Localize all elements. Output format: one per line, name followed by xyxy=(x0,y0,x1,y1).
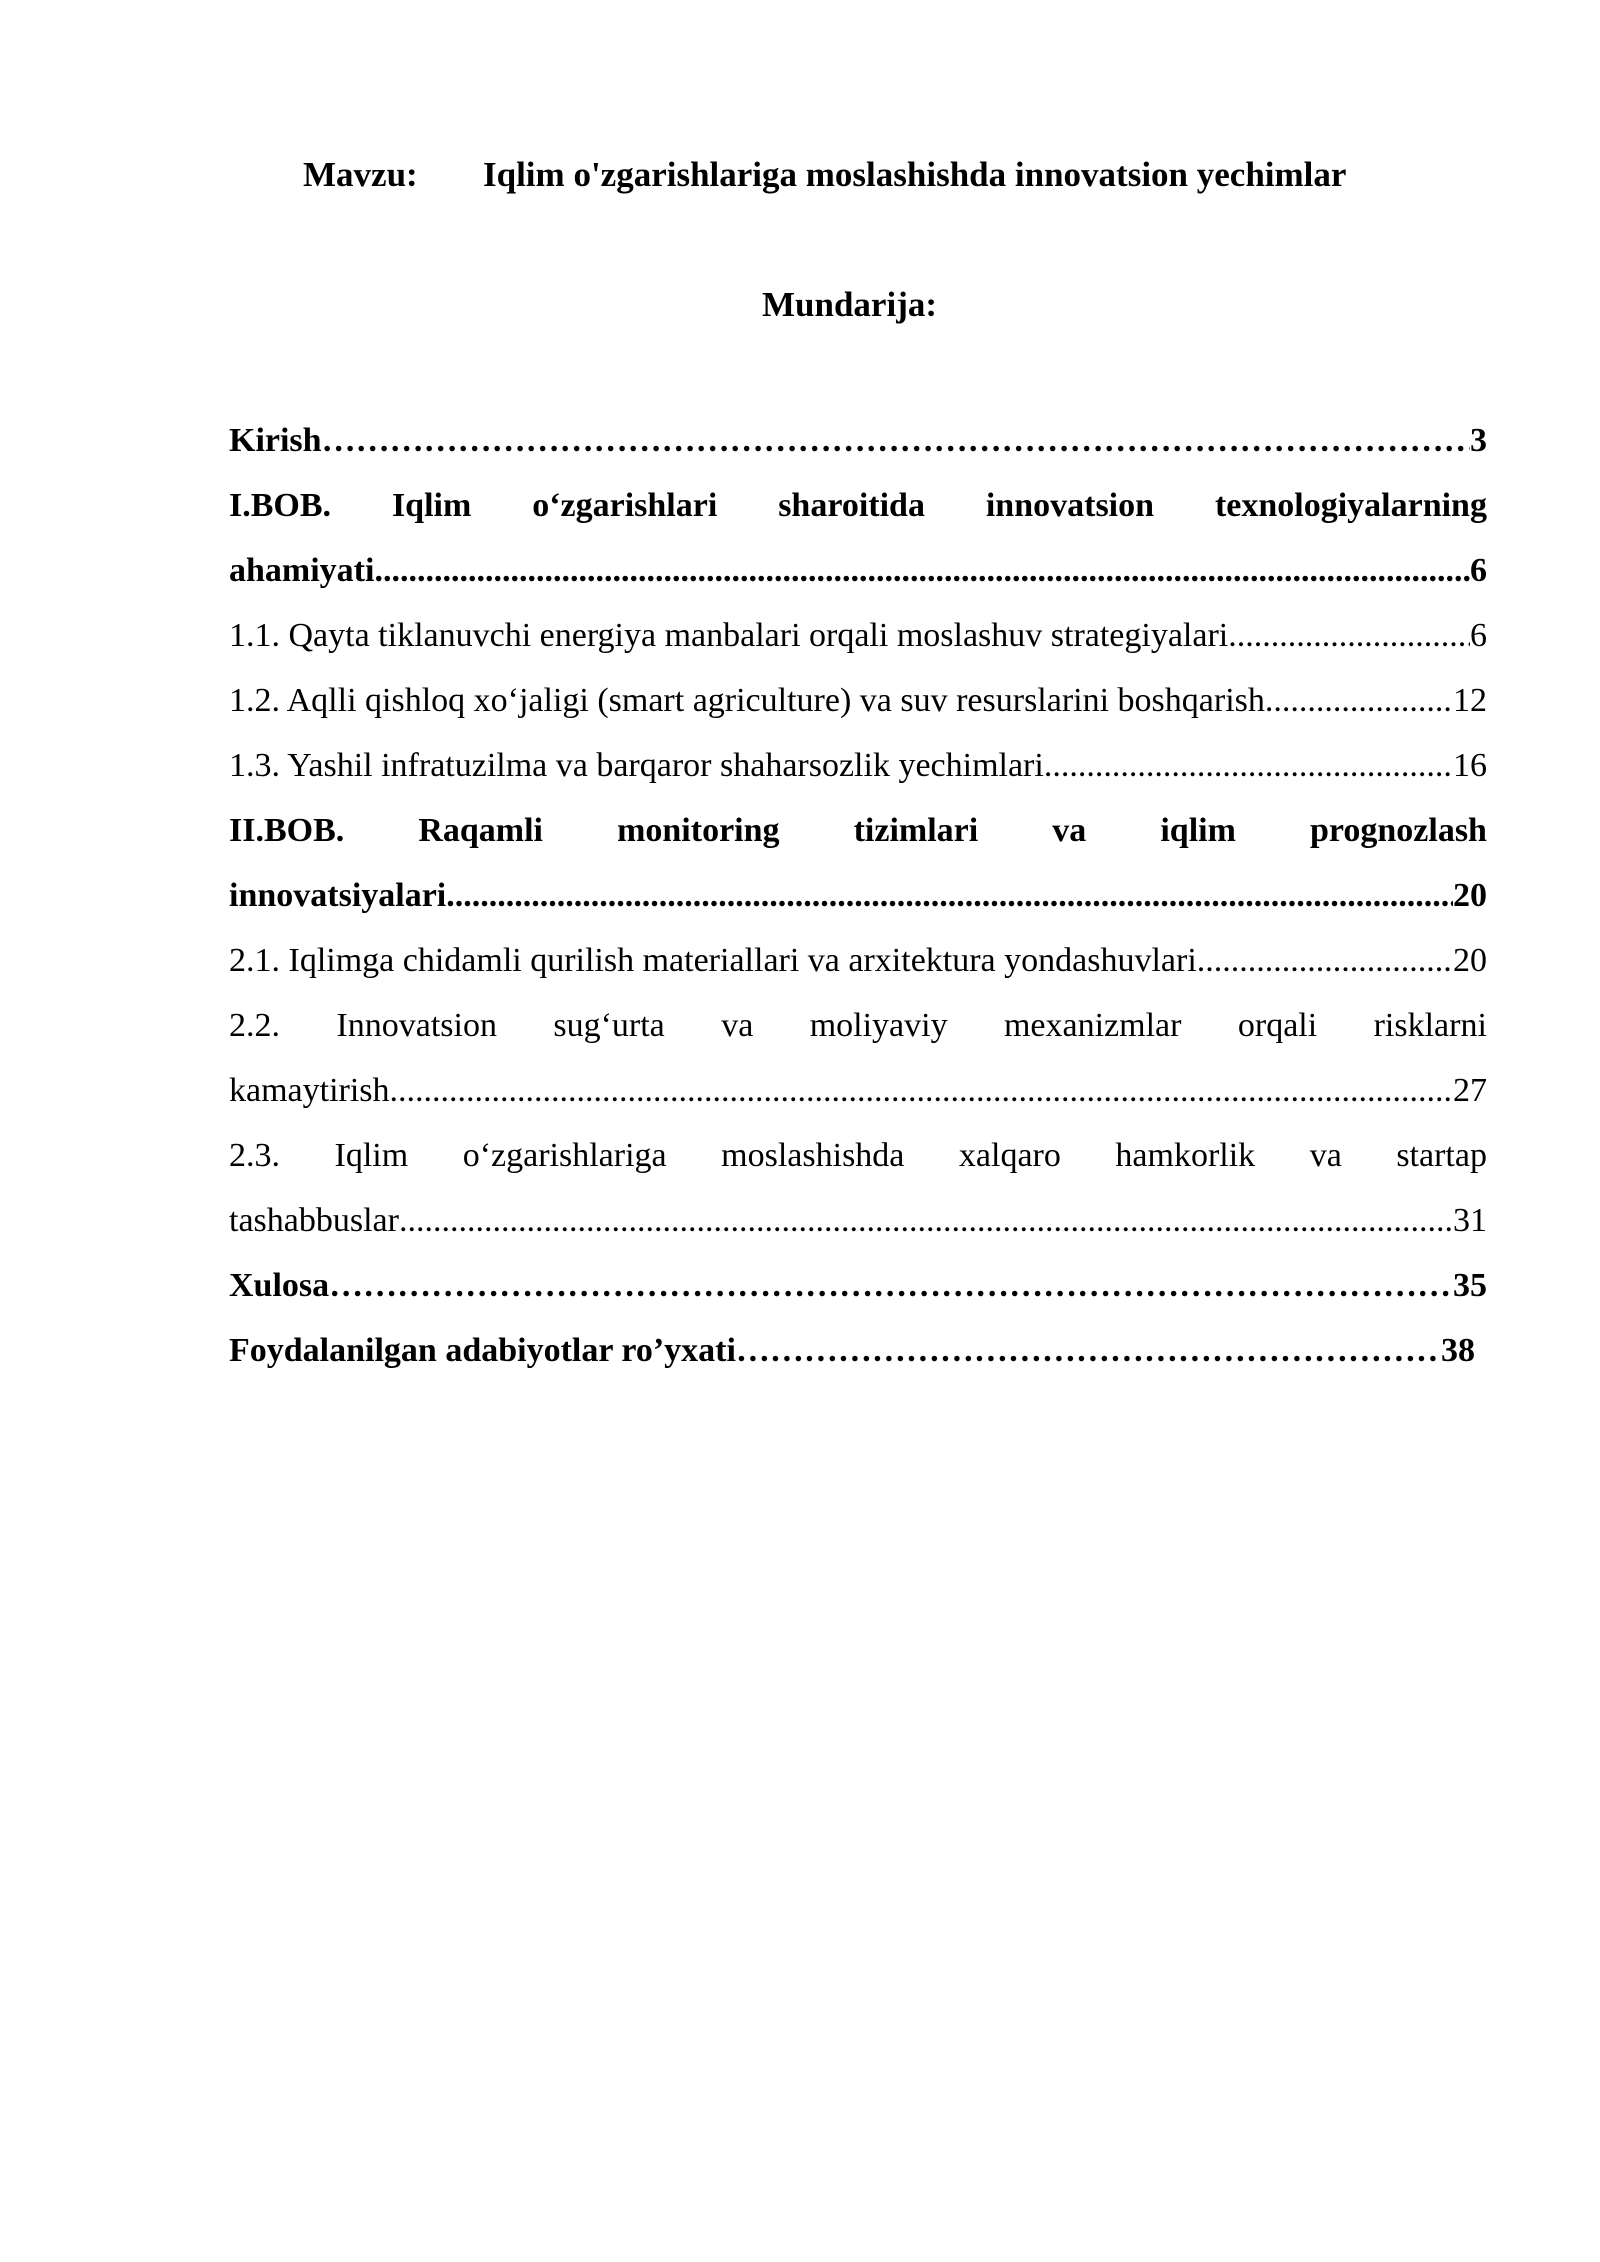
toc-entry-chapter-1-cont xyxy=(229,538,1487,603)
dot-leader xyxy=(322,408,1470,473)
heading-word: va xyxy=(721,1007,754,1044)
heading-word: sug‘urta xyxy=(553,1007,665,1044)
toc-page-number: 6 xyxy=(1470,617,1487,654)
toc-entry-chapter-1 xyxy=(229,473,1487,538)
heading-word: va xyxy=(1052,812,1087,849)
heading-word: tizimlari xyxy=(853,812,979,849)
toc-entry-text: Kirish xyxy=(229,422,322,459)
toc-entry-2-1 xyxy=(229,928,1487,993)
heading-word: mexanizmlar xyxy=(1003,1007,1182,1044)
toc-entry-2-2 xyxy=(229,993,1487,1058)
dot-leader xyxy=(399,1188,1453,1253)
chapter-number: I.BOB. xyxy=(229,487,332,524)
dot-leader xyxy=(1044,733,1453,798)
toc-page-number: 20 xyxy=(1453,877,1487,914)
toc-page-number: 3 xyxy=(1470,422,1487,459)
heading-word: Iqlim xyxy=(334,1137,409,1174)
toc-entry-text: kamaytirish xyxy=(229,1072,390,1109)
toc-entry-2-3-cont xyxy=(229,1188,1487,1253)
heading-word: texnologiyalarning xyxy=(1214,487,1487,524)
heading-word: Innovatsion xyxy=(336,1007,497,1044)
toc-page-number: 38 xyxy=(1441,1332,1475,1369)
toc-entry-2-2-cont xyxy=(229,1058,1487,1123)
toc-page-number: 35 xyxy=(1453,1267,1487,1304)
toc-page-number: 12 xyxy=(1453,682,1487,719)
heading-word: o‘zgarishlari xyxy=(532,487,718,524)
toc-entry-text: 2.1. Iqlimga chidamli qurilish materiallari va arxitektura yondashuvlari xyxy=(229,942,1197,979)
toc-entry-1-1 xyxy=(229,603,1487,668)
toc-page-number: 20 xyxy=(1453,942,1487,979)
heading-word: innovatsion xyxy=(985,487,1155,524)
chapter-number: II.BOB. xyxy=(229,812,345,849)
toc-entry-chapter-2-cont xyxy=(229,863,1487,928)
heading-word: prognozlash xyxy=(1309,812,1487,849)
heading-word: 2.2. xyxy=(229,1007,280,1044)
toc-entry-1-3 xyxy=(229,733,1487,798)
heading-word: xalqaro xyxy=(958,1137,1061,1174)
toc-entry-references xyxy=(229,1318,1475,1383)
dot-leader xyxy=(374,538,1470,603)
toc-page-number: 16 xyxy=(1453,747,1487,784)
toc-entry-text: Foydalanilgan adabiyotlar ro’yxati xyxy=(229,1332,736,1369)
heading-word: o‘zgarishlariga xyxy=(462,1137,667,1174)
toc-page-number: 6 xyxy=(1470,552,1487,589)
toc-entry-chapter-2 xyxy=(229,798,1487,863)
toc-entry-text: ahamiyati xyxy=(229,552,375,589)
dot-leader xyxy=(1265,668,1453,733)
toc-entry-text: Xulosa xyxy=(229,1267,330,1304)
heading-word: monitoring xyxy=(617,812,780,849)
toc-entry-text: 1.2. Aqlli qishloq xo‘jaligi (smart agriculture) va suv resurslarini boshqarish xyxy=(229,682,1265,719)
toc-entry-xulosa xyxy=(229,1253,1487,1318)
table-of-contents xyxy=(229,408,1487,1383)
topic-label: Mavzu: xyxy=(303,155,418,194)
heading-word: orqali xyxy=(1237,1007,1318,1044)
dot-leader xyxy=(329,1253,1453,1318)
toc-entry-text: innovatsiyalari xyxy=(229,877,447,914)
heading-word: risklarni xyxy=(1373,1007,1487,1044)
toc-entry-text: 1.3. Yashil infratuzilma va barqaror shaharsozlik yechimlari xyxy=(229,747,1044,784)
heading-word: hamkorlik xyxy=(1115,1137,1256,1174)
heading-word: 2.3. xyxy=(229,1137,280,1174)
toc-entry-text: 1.1. Qayta tiklanuvchi energiya manbalari orqali moslashuv strategiyalari xyxy=(229,617,1229,654)
toc-entry-1-2 xyxy=(229,668,1487,733)
heading-word: sharoitida xyxy=(778,487,925,524)
topic-title: Iqlim o'zgarishlariga moslashishda innovatsion yechimlar xyxy=(483,155,1347,194)
heading-word: moslashishda xyxy=(721,1137,905,1174)
heading-word: Raqamli xyxy=(418,812,544,849)
dot-leader xyxy=(390,1058,1453,1123)
heading-word: startap xyxy=(1396,1137,1487,1174)
toc-page-number: 27 xyxy=(1453,1072,1487,1109)
toc-entry-text: tashabbuslar xyxy=(229,1202,399,1239)
toc-entry-2-3 xyxy=(229,1123,1487,1188)
heading-word: va xyxy=(1309,1137,1342,1174)
heading-word: moliyaviy xyxy=(809,1007,948,1044)
topic-heading xyxy=(303,150,1346,200)
dot-leader xyxy=(736,1318,1441,1383)
toc-entry-kirish xyxy=(229,408,1487,473)
dot-leader xyxy=(1197,928,1453,993)
toc-title: Mundarija: xyxy=(762,285,937,324)
heading-word: Iqlim xyxy=(391,487,472,524)
dot-leader xyxy=(1228,603,1470,668)
toc-page-number: 31 xyxy=(1453,1202,1487,1239)
dot-leader xyxy=(446,863,1453,928)
heading-word: iqlim xyxy=(1160,812,1236,849)
